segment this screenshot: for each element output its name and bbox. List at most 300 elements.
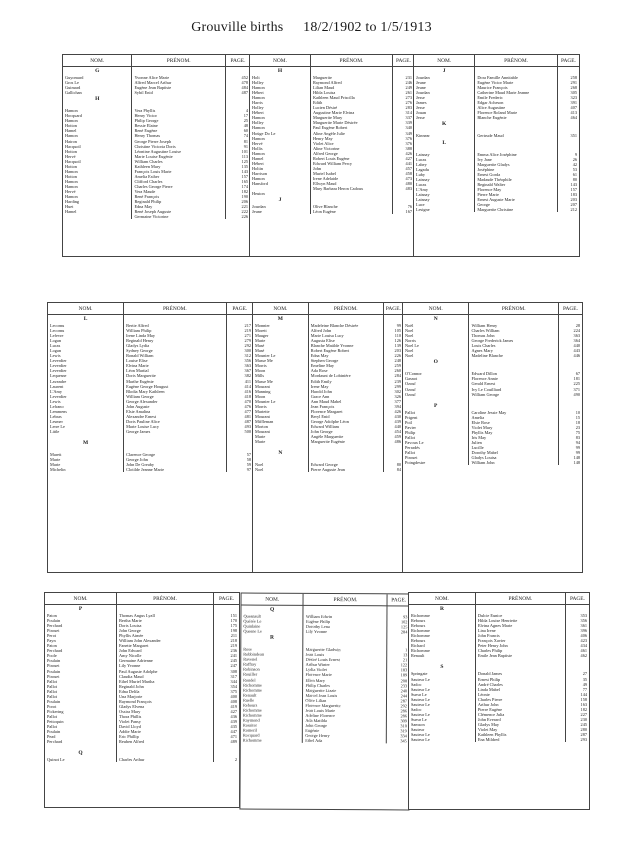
forename-column bbox=[124, 315, 227, 473]
page-column bbox=[225, 67, 250, 220]
page-number-cell: 353 bbox=[580, 613, 587, 618]
page-number-cell: 28 bbox=[575, 323, 580, 328]
forename-cell: Ronald William bbox=[126, 353, 154, 359]
section-letter: M bbox=[82, 440, 89, 447]
surname-column bbox=[63, 67, 132, 220]
page-number-cell: 287 bbox=[580, 732, 587, 738]
page-number-cell: 367 bbox=[244, 368, 251, 374]
surname-cell: Ruelle bbox=[242, 697, 255, 703]
column-header-page: PAGE. bbox=[565, 593, 589, 605]
forename-cell: René Joseph Auguste bbox=[134, 209, 172, 215]
surname-cell: Noel bbox=[405, 353, 414, 359]
page-number-cell: 454 bbox=[394, 428, 401, 434]
section-spacer bbox=[469, 402, 558, 410]
forename-cell: George Adolphe Léon bbox=[310, 418, 349, 424]
page-number-cell: 436 bbox=[230, 713, 237, 719]
page-number-cell: 211 bbox=[230, 633, 237, 639]
section-spacer bbox=[558, 67, 579, 75]
page-number-cell: 481 bbox=[244, 413, 251, 419]
page-number-cell: 363 bbox=[573, 333, 580, 339]
section-spacer bbox=[117, 605, 213, 613]
forename-cell: William John bbox=[471, 460, 495, 466]
page-number-cell: 163 bbox=[580, 701, 587, 707]
forename-cell: William George bbox=[471, 391, 500, 397]
section-spacer bbox=[311, 67, 392, 75]
page-number-cell: 190 bbox=[241, 194, 248, 200]
page-number-cell: 300 bbox=[244, 348, 251, 354]
page-number-cell: 27 bbox=[582, 671, 587, 677]
surname-cell: Richomme bbox=[242, 707, 262, 713]
surname-cell: Lequesne bbox=[50, 373, 67, 379]
forename-column bbox=[469, 315, 559, 466]
forename-cell: Henry Victor bbox=[134, 113, 157, 119]
page-number-cell: 83 bbox=[575, 434, 580, 440]
surname-cell: Marie bbox=[50, 457, 61, 463]
forename-cell: Dora Famille Annitable bbox=[477, 75, 518, 80]
page-number-cell: 406 bbox=[580, 633, 587, 639]
page-number-cell: 413 bbox=[570, 110, 577, 116]
column-header-prenom: PRÉNOM. bbox=[308, 303, 383, 315]
surname-cell: Samson bbox=[411, 721, 425, 727]
page-number-cell: 435 bbox=[230, 724, 237, 730]
forename-cell: Germaine Victorine bbox=[134, 214, 169, 220]
forename-cell: Lilian Maud bbox=[312, 85, 335, 91]
page-number-cell: 309 bbox=[400, 718, 407, 724]
forename-cell: John Francis bbox=[477, 633, 500, 639]
forename-cell: Léon Eugène bbox=[312, 209, 336, 215]
forename-cell: John George bbox=[310, 428, 333, 434]
surname-cell: Robinson bbox=[243, 666, 260, 673]
forename-cell: John Edward bbox=[119, 648, 142, 654]
page-number-cell: 203 bbox=[394, 348, 401, 354]
surname-cell: Harding bbox=[65, 199, 80, 205]
forename-cell: Catherine Maud Marie Jeanne bbox=[477, 90, 530, 96]
surname-cell: Masse Me bbox=[255, 378, 273, 384]
surname-cell: Hamon bbox=[65, 194, 78, 200]
page-number-cell: 371 bbox=[573, 386, 580, 392]
page-number-cell: 97 bbox=[246, 467, 251, 473]
surname-cell: Rebours bbox=[411, 623, 426, 629]
forename-cell: André Charles bbox=[477, 681, 503, 687]
page-column bbox=[558, 315, 582, 466]
forename-cell: Bertha Marie bbox=[119, 618, 142, 624]
surname-cell: Kinnear bbox=[416, 133, 430, 139]
page-number-cell: 99 bbox=[575, 450, 580, 456]
surname-cell: Ozouf bbox=[405, 381, 416, 387]
surname-cell: Pickering bbox=[47, 708, 64, 714]
surname-column bbox=[250, 67, 310, 215]
page-number-cell: 170 bbox=[230, 618, 237, 624]
forename-cell: Ethel Ada bbox=[305, 737, 323, 744]
page-number-cell: 203 bbox=[570, 196, 577, 202]
forename-cell: Raymond François bbox=[119, 698, 152, 704]
surname-cell: Holley bbox=[252, 80, 264, 86]
surname-cell: Lesmer bbox=[50, 418, 63, 424]
forename-cell: Florence May bbox=[477, 186, 502, 192]
surname-cell: Hacquoil bbox=[65, 158, 81, 164]
page-column bbox=[214, 605, 239, 763]
page-number-cell: 411 bbox=[244, 378, 251, 384]
forename-cell: Louis Charles bbox=[471, 343, 496, 349]
page-number-cell: 77 bbox=[582, 686, 587, 692]
page-number-cell: 151 bbox=[230, 613, 237, 618]
forename-cell: Aline Angèle Julie bbox=[312, 130, 345, 136]
surname-cell: Pallot bbox=[47, 713, 58, 719]
page-number-cell: 227 bbox=[580, 711, 587, 717]
surname-cell: Perchard bbox=[47, 739, 63, 745]
forename-cell: Claudia Maud bbox=[119, 673, 144, 679]
surname-cell: Pallot bbox=[47, 693, 58, 699]
forename-cell: Augustine Marie Elvina bbox=[312, 110, 355, 116]
page-number-cell: 356 bbox=[580, 618, 587, 624]
surname-cell: Laisnay bbox=[416, 176, 430, 182]
page-number-cell: 53 bbox=[572, 166, 577, 172]
page-number-cell: 183 bbox=[400, 667, 408, 673]
page-number-cell: 427 bbox=[230, 708, 237, 714]
page-number-cell: 486 bbox=[394, 439, 401, 445]
section-spacer bbox=[469, 358, 558, 366]
page-number-cell: 323 bbox=[570, 95, 577, 101]
page-number-cell: 225 bbox=[573, 381, 580, 387]
section-spacer bbox=[226, 67, 250, 75]
column-header-prenom: PRÉNOM. bbox=[117, 593, 214, 605]
section-spacer bbox=[558, 139, 579, 147]
forename-cell: Dorothy Mabel bbox=[471, 450, 498, 456]
surname-cell: Jeune bbox=[252, 209, 262, 215]
forename-cell: Clotilde Jeanne Marie bbox=[126, 467, 165, 473]
page-number-cell: 60 bbox=[243, 128, 248, 134]
forename-cell: Edna May bbox=[310, 353, 329, 359]
page-number-cell: 487 bbox=[244, 418, 251, 424]
surname-cell: Sauteur Le bbox=[411, 686, 430, 692]
forename-cell: Philip George bbox=[134, 118, 159, 124]
forename-cell: Irene Adelaide bbox=[312, 175, 339, 181]
surname-cell: Hébert bbox=[252, 90, 264, 96]
page-number-cell: 376 bbox=[405, 140, 412, 146]
forename-cell: George bbox=[477, 202, 490, 208]
surname-cell: Holt bbox=[252, 75, 260, 80]
page-number-cell: 99 bbox=[575, 444, 580, 450]
page-number-cell: 174 bbox=[241, 183, 248, 189]
page-number-cell: 462 bbox=[580, 653, 587, 659]
register-sheet bbox=[408, 592, 590, 810]
surname-cell: Quérée Le bbox=[243, 618, 262, 624]
surname-cell: Richomme bbox=[243, 687, 262, 693]
surname-cell: Lagadu bbox=[416, 166, 429, 172]
forename-cell: Léonie bbox=[477, 691, 490, 697]
forename-cell: Donald James bbox=[477, 671, 503, 677]
section-spacer bbox=[475, 120, 557, 128]
surname-cell: Hamel bbox=[252, 155, 264, 161]
section-letter: G bbox=[95, 68, 100, 74]
forename-cell: Amy Nicolle bbox=[119, 653, 142, 659]
forename-cell: Lucille bbox=[471, 444, 484, 450]
forename-cell: Edward William Percy bbox=[312, 160, 353, 166]
page-number-cell: 4 bbox=[245, 108, 248, 114]
surname-cell: Sueur Le bbox=[411, 716, 427, 722]
surname-cell: Quinlaine bbox=[243, 623, 261, 629]
forename-cell: Irene Linda May bbox=[126, 333, 155, 339]
forename-cell: John De Greaby bbox=[126, 462, 155, 468]
forename-cell: Gladys Elvena bbox=[119, 703, 145, 709]
surname-cell: Lucas bbox=[416, 181, 427, 187]
forename-cell: Léontine Augustine Louise bbox=[134, 148, 181, 154]
forename-cell: Alexandre Ernest bbox=[126, 413, 157, 419]
forename-cell: Violet Pansy bbox=[119, 718, 141, 724]
forename-cell: Lydia Violet bbox=[305, 667, 327, 673]
surname-cell: Heuton bbox=[252, 191, 265, 197]
surname-cell: Sauteur bbox=[411, 726, 425, 732]
surname-cell: Hocquard bbox=[65, 113, 82, 119]
surname-cell: Poulain bbox=[47, 618, 61, 624]
column-header-page: PAGE. bbox=[387, 594, 409, 606]
page-number-cell: 326 bbox=[394, 393, 401, 399]
surname-cell: Hamon bbox=[252, 135, 265, 141]
surname-cell: Logan bbox=[50, 348, 61, 354]
forename-cell: Ellen Mary bbox=[305, 677, 326, 683]
page-column bbox=[557, 67, 579, 213]
section-letter: P bbox=[434, 402, 438, 409]
register-sheet bbox=[47, 302, 254, 573]
surname-cell: Sauteur Le bbox=[411, 676, 430, 682]
section-spacer bbox=[384, 449, 403, 457]
surname-cell: Pallot bbox=[405, 409, 416, 415]
forename-cell: Adeline Florence bbox=[305, 712, 336, 718]
page-number-cell: 258 bbox=[570, 75, 577, 80]
forename-cell: Elvina Agnes Marie bbox=[477, 623, 513, 629]
forename-cell: Thora Phillis bbox=[119, 713, 142, 719]
page-number-cell: 183 bbox=[570, 191, 577, 197]
page-number-cell: 74 bbox=[243, 133, 248, 139]
page-number-cell: 377 bbox=[394, 398, 401, 404]
page-number-cell: 268 bbox=[570, 85, 577, 91]
section-spacer bbox=[393, 196, 414, 204]
surname-cell: Pallot bbox=[47, 683, 58, 689]
register-table bbox=[48, 303, 253, 472]
column-header-prenom: PRÉNOM. bbox=[132, 55, 226, 67]
forename-cell: Ellwyn Maud bbox=[312, 180, 337, 186]
surname-cell: O'Connor bbox=[405, 371, 422, 377]
forename-cell: Ernest Gorda bbox=[477, 171, 501, 177]
surname-cell: Moon bbox=[255, 393, 266, 399]
forename-cell: Bessie Elaine bbox=[134, 123, 158, 129]
register-table bbox=[241, 594, 410, 744]
column-header-nom: NOM. bbox=[45, 593, 117, 605]
surname-cell: Laisnay bbox=[416, 191, 430, 197]
section-spacer bbox=[559, 358, 582, 366]
surname-cell: Jesse bbox=[416, 105, 425, 111]
page-number-cell: 337 bbox=[405, 115, 412, 121]
forename-cell: Julien bbox=[471, 439, 482, 445]
register-table bbox=[253, 303, 403, 472]
forename-cell: Alfred Marcel Arthur bbox=[134, 80, 172, 86]
forename-cell: Ada Matilda bbox=[305, 717, 327, 723]
surname-cell: Norris bbox=[405, 338, 416, 344]
surname-cell: Holley bbox=[252, 105, 264, 111]
section-spacer bbox=[476, 663, 565, 671]
forename-cell: Ernest Auguste Marie bbox=[477, 196, 515, 202]
page-number-cell: 158 bbox=[580, 696, 587, 702]
page-number-cell: 236 bbox=[230, 648, 237, 654]
page-number-cell: 143 bbox=[241, 168, 248, 174]
forename-cell: Edith Emily bbox=[310, 378, 332, 384]
forename-cell: Maurice François bbox=[477, 85, 508, 91]
section-spacer bbox=[384, 315, 403, 323]
forename-cell: Marguerite Gladwin bbox=[305, 647, 341, 653]
forename-cell: Mordaunt de Lobinière bbox=[310, 373, 351, 379]
section-spacer bbox=[124, 439, 226, 447]
forename-cell: Elsie Amalina bbox=[126, 408, 151, 414]
forename-cell: Emma Alice Joséphine bbox=[477, 151, 517, 157]
page-number-cell: 490 bbox=[573, 391, 580, 397]
forename-cell: Amelia bbox=[471, 414, 485, 420]
page-number-cell: 218 bbox=[230, 638, 237, 644]
surname-cell: Romeril bbox=[242, 727, 257, 733]
forename-cell: Eugène Victor Marie bbox=[477, 80, 514, 86]
page-number-cell: 181 bbox=[573, 376, 580, 382]
surname-cell: Richomme bbox=[242, 712, 262, 718]
title-main: Grouville births bbox=[191, 20, 284, 35]
page-number-cell: 217 bbox=[244, 323, 251, 328]
surname-cell: Hamon bbox=[252, 115, 265, 121]
forename-cell: Mary Barbara Heron Cadoux bbox=[312, 186, 364, 192]
page-number-cell: 452 bbox=[241, 75, 248, 80]
forename-cell: Peter Henry John bbox=[477, 643, 508, 649]
surname-cell: Mounier Le bbox=[255, 398, 276, 404]
forename-cell: Muriel Isabel bbox=[312, 170, 336, 176]
forename-cell: Iris May bbox=[471, 434, 487, 440]
page-number-cell: 284 bbox=[394, 373, 401, 379]
page-number-cell: 434 bbox=[580, 643, 587, 649]
surname-cell: Hamon bbox=[65, 118, 78, 124]
page-number-cell: 276 bbox=[405, 100, 412, 106]
forename-cell: Arthur John bbox=[477, 701, 499, 707]
section-spacer bbox=[469, 315, 558, 323]
surname-cell: Mariette bbox=[255, 408, 270, 414]
page-number-cell: 144 bbox=[580, 691, 587, 697]
forename-cell: Kathleen Phyllis bbox=[477, 732, 507, 738]
surname-cell: Labey bbox=[416, 161, 427, 167]
page-number-cell: 247 bbox=[230, 663, 237, 669]
forename-cell: John George bbox=[305, 722, 328, 728]
forename-cell: Jean Louis Marie bbox=[305, 707, 336, 713]
section-letter: N bbox=[433, 316, 438, 322]
surname-cell: Richomme bbox=[411, 633, 430, 639]
page-number-cell: 13 bbox=[402, 652, 408, 658]
section-spacer bbox=[476, 605, 565, 613]
surname-cell: Renault bbox=[243, 692, 257, 698]
surname-cell: Hoüge Do Le bbox=[252, 130, 276, 136]
surname-cell: Perchard bbox=[47, 648, 63, 654]
forename-cell: William Henry bbox=[471, 323, 498, 328]
surname-cell: Hotton bbox=[65, 123, 77, 129]
surname-cell: Hamel bbox=[65, 128, 77, 134]
page-number-cell: 175 bbox=[230, 623, 237, 629]
surname-cell: Jourdan bbox=[252, 204, 266, 210]
surname-cell: Luce bbox=[416, 202, 425, 208]
surname-cell: Richomme bbox=[411, 648, 430, 654]
surname-cell: Leverdier bbox=[50, 363, 67, 369]
page-number-cell: 493 bbox=[244, 423, 251, 429]
page-number-cell: 305 bbox=[570, 90, 577, 96]
page-number-cell: 470 bbox=[244, 398, 251, 404]
surname-cell: Prigent bbox=[405, 414, 418, 420]
surname-cell: Rebours bbox=[411, 638, 426, 644]
forename-cell: Germaine Adrienne bbox=[119, 658, 153, 664]
forename-cell: Marguerite Gladys bbox=[477, 161, 510, 167]
forename-cell: William Philip bbox=[126, 328, 152, 334]
forename-cell: Marguerite Marie Désirée bbox=[312, 120, 358, 126]
forename-cell: George John bbox=[126, 457, 148, 463]
page-number-cell: 423 bbox=[580, 638, 587, 644]
surname-cell: Noel bbox=[405, 333, 414, 339]
page-number-cell: 376 bbox=[405, 135, 412, 141]
surname-cell: Perot bbox=[47, 633, 57, 639]
section-spacer bbox=[309, 315, 383, 323]
section-spacer bbox=[566, 605, 589, 613]
surname-cell: Gasnot bbox=[405, 376, 418, 382]
page-number-cell: 81 bbox=[243, 138, 248, 144]
surname-cell: Richomme bbox=[242, 737, 262, 743]
surname-cell: Sadoc bbox=[411, 681, 422, 687]
surname-cell: Sadoc bbox=[411, 706, 422, 712]
forename-cell: Marguerite Eugénie bbox=[310, 439, 345, 445]
surname-cell: Poulain bbox=[47, 729, 61, 735]
forename-cell: Gertrude Maud bbox=[477, 133, 504, 139]
register-table bbox=[409, 593, 589, 742]
surname-cell: Guyomard bbox=[65, 75, 84, 80]
page-number-cell: 249 bbox=[405, 85, 412, 91]
column-header-prenom: PRÉNOM. bbox=[303, 594, 387, 606]
page-number-cell: 113 bbox=[241, 153, 248, 159]
page-number-cell: 407 bbox=[570, 105, 577, 111]
surname-cell: Ozouf bbox=[405, 391, 416, 397]
section-spacer bbox=[226, 95, 250, 103]
forename-cell: Charles Pierre bbox=[477, 696, 503, 702]
page-number-cell: 308 bbox=[230, 668, 237, 674]
surname-cell: Noel bbox=[405, 348, 414, 354]
surname-cell: Ravenel bbox=[243, 656, 258, 662]
page-number-cell: 293 bbox=[580, 737, 587, 743]
page-number-cell: 396 bbox=[580, 628, 587, 634]
page-number-cell: 439 bbox=[230, 718, 237, 724]
surname-cell: Perradés bbox=[405, 444, 420, 450]
page-number-cell: 312 bbox=[244, 353, 251, 359]
forename-cell: Florence Annie bbox=[471, 376, 498, 382]
surname-cell: Leverdier bbox=[50, 393, 67, 399]
forename-cell: Léon Martial bbox=[126, 368, 149, 374]
section-spacer bbox=[227, 439, 253, 447]
forename-cell: Emeline May bbox=[310, 363, 335, 369]
page-number-cell: 464 bbox=[570, 115, 577, 121]
surname-cell: Rocquard bbox=[242, 732, 260, 738]
column-header-nom: NOM. bbox=[403, 303, 469, 315]
surname-cell: Manning bbox=[255, 388, 271, 394]
forename-cell: Florence Marie bbox=[305, 672, 332, 678]
forename-cell: René François bbox=[134, 194, 160, 200]
surname-cell: Laisnay bbox=[416, 196, 430, 202]
surname-cell: Pirouet bbox=[47, 628, 60, 634]
section-letter: O bbox=[433, 359, 438, 366]
forename-cell: Amelia Esther bbox=[134, 173, 160, 179]
page-number-cell: 483 bbox=[405, 186, 412, 192]
page-number-cell: 26 bbox=[572, 156, 577, 162]
page-number-cell: 245 bbox=[230, 658, 237, 664]
surname-cell: Noel bbox=[255, 462, 264, 468]
page-number-cell: 284 bbox=[400, 629, 408, 635]
page-number-cell: 388 bbox=[405, 145, 412, 151]
forename-cell: Edith bbox=[312, 100, 323, 106]
